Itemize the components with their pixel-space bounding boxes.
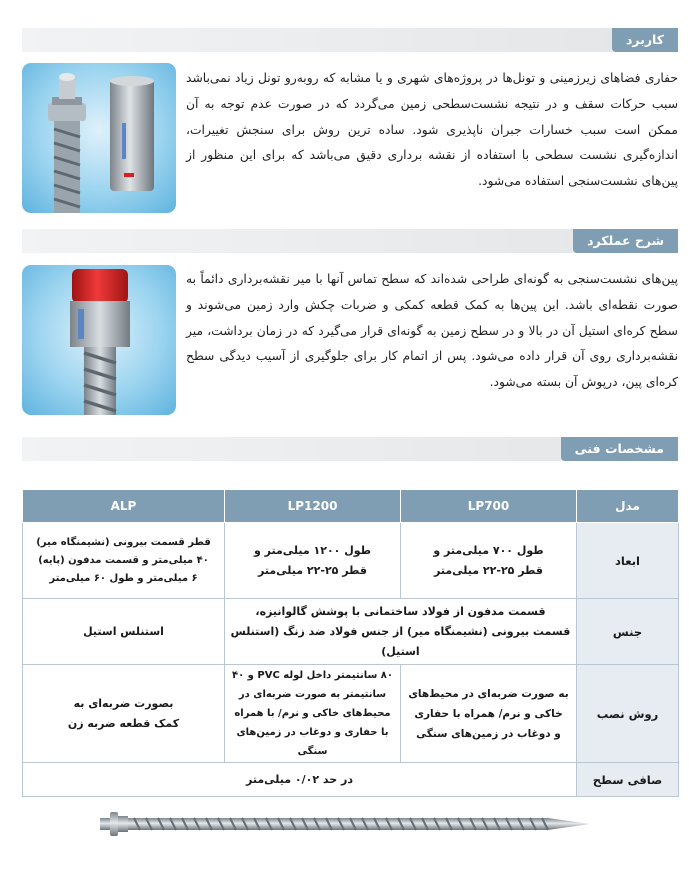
section-title-application: کاربرد bbox=[612, 28, 678, 52]
section-title-specs: مشخصات فنی bbox=[561, 437, 678, 461]
operation-text: پین‌های نشست‌سنجی به گونه‌ای طراحی شده‌اند که سطح تماس آنها با میر نقشه‌برداری دائماً به صورت نقطه‌ای باشد. این پین‌ها به کمک قطعه کمکی و ضربات چکش وارد زمین می‌شوند و سطح کره‌ای استیل آن در بالا و در سطح زمین به گونه‌ای قرار می‌گیرد که در زمان برداشت، میر نقشه‌برداری روی آن قرار داده می‌شود. پس از اتمام کار برای جلوگیری از آسیب دیدگی سطح کره‌ای پین، درپوش آن بسته می‌شود. bbox=[186, 272, 678, 390]
table-row-flatness bbox=[23, 763, 679, 797]
row-label-dimensions: ابعاد bbox=[577, 523, 679, 599]
product-photo-parts bbox=[22, 63, 176, 213]
section-header-operation bbox=[22, 229, 678, 253]
row-label-material: جنس bbox=[577, 599, 679, 665]
header-alp: ALP bbox=[23, 490, 225, 523]
header-model: مدل bbox=[577, 490, 679, 523]
table-row-material bbox=[23, 599, 679, 665]
section-title-operation: شرح عملکرد bbox=[573, 229, 678, 253]
cell-installation-lp700: به صورت ضربه‌ای در محیط‌های خاکی و نرم/ همراه با حفاری و دوغاب در زمین‌های سنگی bbox=[401, 665, 577, 763]
table-header-row bbox=[23, 490, 679, 523]
settlement-pin-capped-image bbox=[22, 265, 176, 415]
cell-flatness-value: در حد ۰/۰۲ میلی‌متر bbox=[23, 763, 577, 797]
header-lp1200: LP1200 bbox=[225, 490, 401, 523]
section-header-application bbox=[22, 28, 678, 52]
threaded-pin-image bbox=[100, 808, 590, 840]
cell-material-lp: قسمت مدفون از فولاد ساختمانی با پوشش گالوانیزه، قسمت بیرونی (نشیمنگاه میر) از جنس فولاد ضد زنگ (استنلس استیل) bbox=[225, 599, 577, 665]
application-text: حفاری فضاهای زیرزمینی و تونل‌ها در پروژه‌های شهری و یا مشابه که روبه‌رو تونل زیاد نمی‌باشد سبب حرکات سقف و در نتیجه نشست‌سطحی زمین می‌گردد که در صورت عدم توجه به آن ممکن است سبب خسارات جبران ناپذیری شود. ساده ترین روش برای سنجش تغییرات، اندازه‌گیری نشست سطحی با استفاده از نقشه برداری دقیق می‌باشد که برای این منظور از پین‌های نشست‌سنجی استفاده می‌شود. bbox=[186, 71, 678, 189]
product-photo-pin bbox=[22, 265, 176, 415]
cell-dimensions-lp700: طول ۷۰۰ میلی‌متر و قطر ۲۵-۲۲ میلی‌متر bbox=[401, 523, 577, 599]
specifications-table bbox=[22, 489, 679, 797]
row-label-installation: روش نصب bbox=[577, 665, 679, 763]
row-label-flatness: صافی سطح bbox=[577, 763, 679, 797]
header-lp700: LP700 bbox=[401, 490, 577, 523]
section-header-specs bbox=[22, 437, 678, 461]
table-row-dimensions bbox=[23, 523, 679, 599]
cell-dimensions-lp1200: طول ۱۲۰۰ میلی‌متر و قطر ۲۵-۲۲ میلی‌متر bbox=[225, 523, 401, 599]
cell-dimensions-alp: قطر قسمت بیرونی (نشیمنگاه میر) ۴۰ میلی‌متر و قسمت مدفون (پایه) ۶ میلی‌متر و طول ۶۰ میلی‌متر bbox=[23, 523, 225, 599]
settlement-pin-parts-image bbox=[22, 63, 176, 213]
cell-material-alp: استنلس استیل bbox=[23, 599, 225, 665]
table-row-installation bbox=[23, 665, 679, 763]
cell-installation-alp: بصورت ضربه‌ای به کمک قطعه ضربه زن bbox=[23, 665, 225, 763]
cell-installation-lp1200: ۸۰ سانتیمتر داخل لوله PVC و ۴۰ سانتیمتر به صورت ضربه‌ای در محیط‌های خاکی و نرم/ با همراه با حفاری و دوغاب در زمین‌های سنگی bbox=[225, 665, 401, 763]
